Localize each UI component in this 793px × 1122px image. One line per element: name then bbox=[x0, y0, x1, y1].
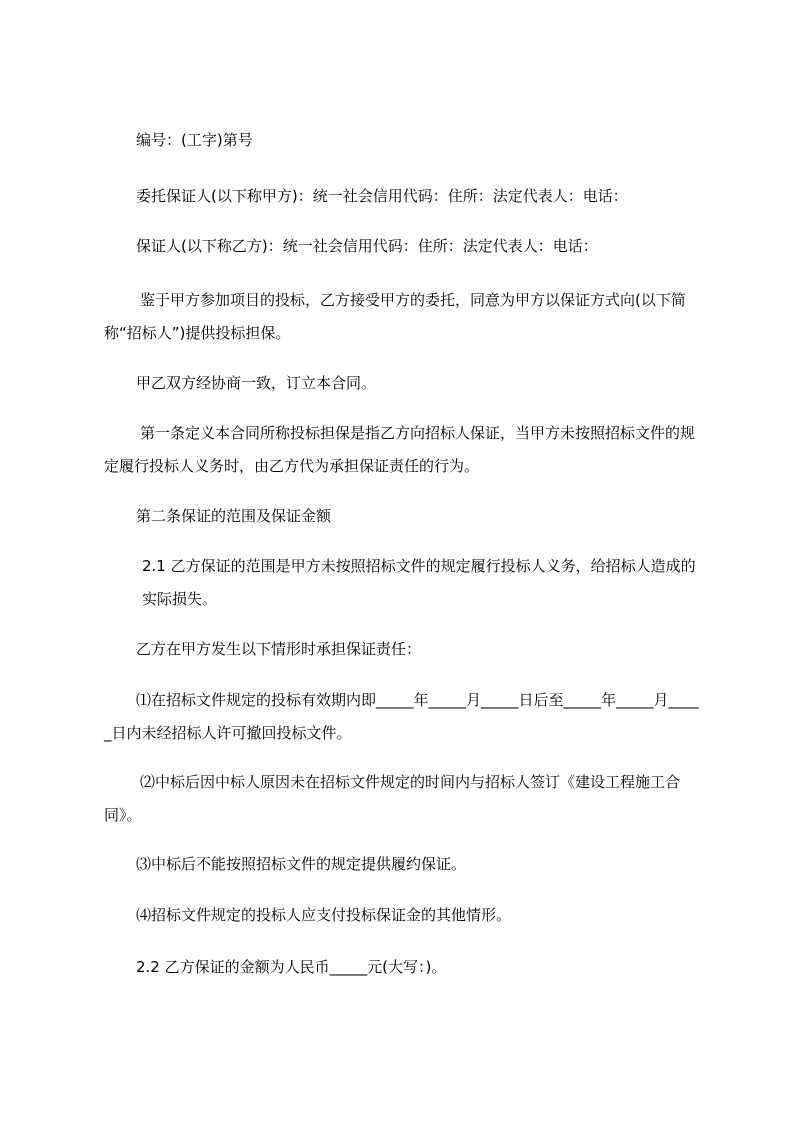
article-1: 第一条定义本合同所称投标担保是指乙方向招标人保证，当甲方未按照招标文件的规定履行投标人义务时，由乙方代为承担保证责任的行为。 bbox=[104, 424, 696, 475]
guarantor-info: 保证人(以下称乙方)：统一社会信用代码：住所：法定代表人：电话： bbox=[136, 237, 598, 255]
intro-paragraph: 鉴于甲方参加项目的投标，乙方接受甲方的委托，同意为甲方以保证方式向(以下简称“招标人”)提供投标担保。 bbox=[104, 291, 686, 342]
liability-intro: 乙方在甲方发生以下情形时承担保证责任： bbox=[136, 640, 422, 658]
principal-info: 委托保证人(以下称甲方)：统一社会信用代码：住所：法定代表人：电话： bbox=[136, 187, 628, 205]
liability-item-3: ⑶中标后不能按照招标文件的规定提供履约保证。 bbox=[136, 855, 467, 873]
liability-item-2: ⑵中标后因中标人原因未在招标文件规定的时间内与招标人签订《建设工程施工合同》。 bbox=[104, 773, 681, 824]
clause-2-1: 2.1 乙方保证的范围是甲方未按照招标文件的规定履行投标人义务，给招标人造成的实际损失。 bbox=[142, 557, 696, 608]
liability-item-4: ⑷招标文件规定的投标人应支付投标保证金的其他情形。 bbox=[136, 906, 512, 924]
agreement-statement: 甲乙双方经协商一致，订立本合同。 bbox=[136, 374, 377, 392]
clause-2-2: 2.2 乙方保证的金额为人民币_____元(大写：)。 bbox=[136, 958, 447, 976]
contract-number: 编号：(工字)第号 bbox=[136, 131, 253, 149]
liability-item-1: ⑴在招标文件规定的投标有效期内即_____年_____月_____日后至_____年_____月_____日内未经招标人许可撤回投标文件。 bbox=[104, 691, 699, 742]
article-2-title: 第二条保证的范围及保证金额 bbox=[136, 507, 332, 525]
